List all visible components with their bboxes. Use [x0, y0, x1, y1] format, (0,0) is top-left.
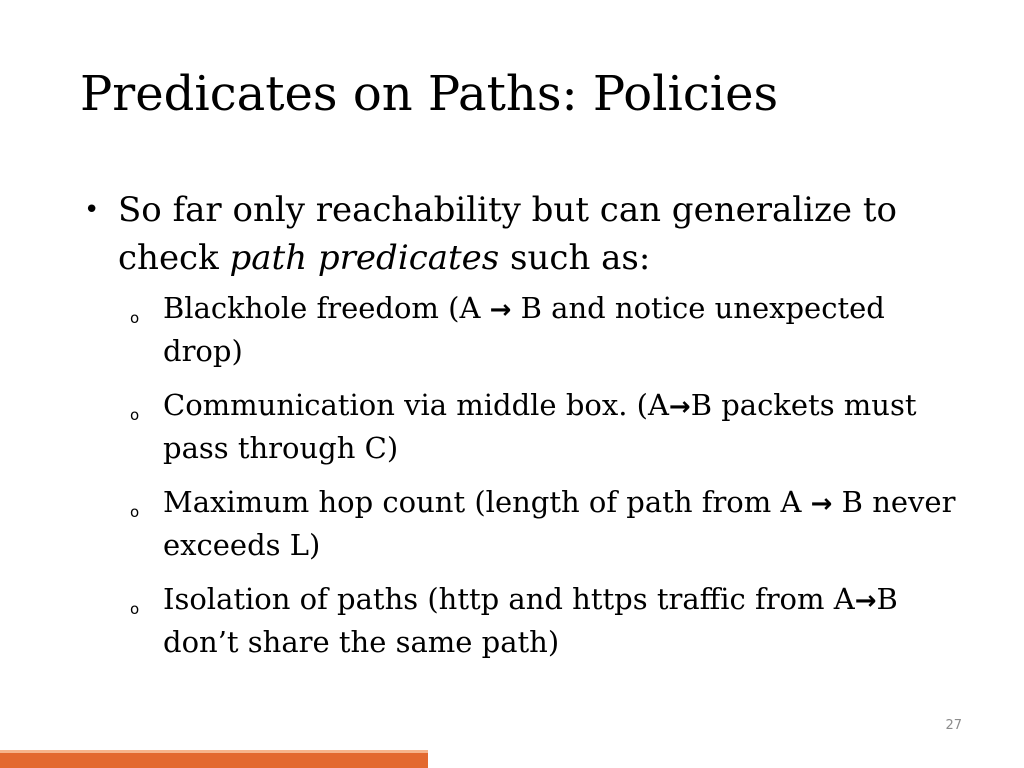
sub-bullet-marker: o — [130, 503, 140, 521]
sub-bullet-marker: o — [130, 600, 140, 618]
sub-bullet-text-end: B packets must pass through C) — [163, 388, 917, 465]
sub-bullet-text-end: B and notice unexpected drop) — [163, 291, 885, 368]
arrow-right-icon: → — [489, 295, 512, 325]
bullet-text-end: such as: — [499, 238, 651, 278]
arrow-right-icon: → — [854, 586, 877, 616]
sub-bullet-text-end: B don’t share the same path) — [163, 582, 898, 659]
arrow-right-icon: → — [810, 489, 833, 519]
sub-bullet-text-start: Blackhole freedom (A — [163, 291, 490, 325]
sub-bullet-list — [80, 288, 960, 663]
sub-bullet-marker: o — [130, 406, 140, 424]
sub-bullet-text-start: Isolation of paths (http and https traffic from A — [163, 582, 855, 616]
bullet-emphasis: path predicates — [229, 238, 500, 278]
page-number: 27 — [945, 718, 962, 733]
sub-bullet-text-end: B never exceeds L) — [163, 485, 956, 562]
sub-bullet-marker: o — [130, 309, 140, 327]
sub-bullet-text-start: Maximum hop count (length of path from A — [163, 485, 811, 519]
footer-accent-bar — [0, 750, 428, 768]
sub-bullet-isolation — [80, 579, 960, 663]
arrow-right-icon: → — [668, 392, 691, 422]
sub-bullet-blackhole — [80, 288, 960, 372]
slide-content — [80, 186, 960, 676]
main-bullet — [80, 186, 960, 282]
bullet-text-start: So far only reachability but can generalize to check — [118, 190, 897, 278]
sub-bullet-middle-box — [80, 385, 960, 469]
sub-bullet-text-start: Communication via middle box. (A — [163, 388, 669, 422]
slide-title: Predicates on Paths: Policies — [80, 66, 779, 122]
bullet-marker: • — [84, 195, 100, 225]
sub-bullet-hop-count — [80, 482, 960, 566]
